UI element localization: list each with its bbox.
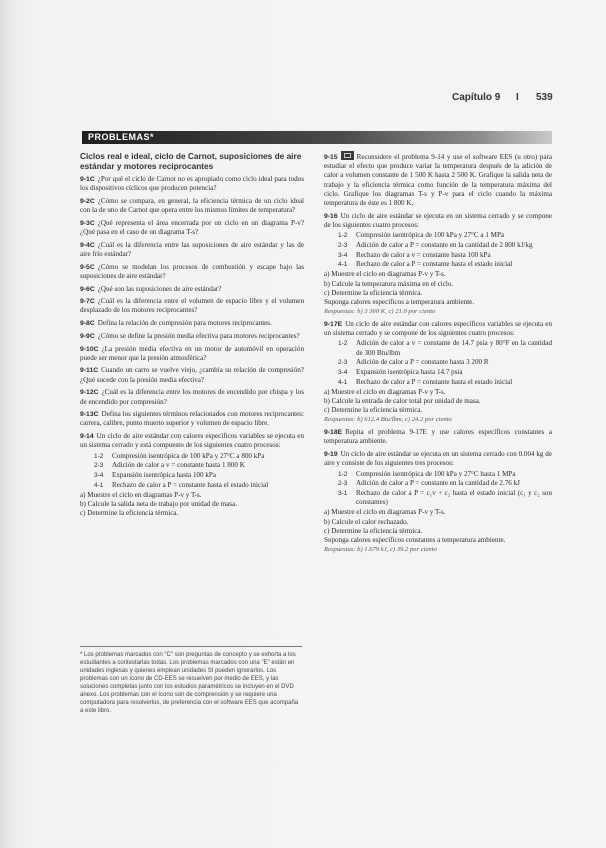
problem-item: [80, 332, 304, 341]
process-step: [94, 452, 304, 461]
answer-text: Respuestas: b) 3 360 K, c) 21.0 por ciento: [324, 308, 436, 316]
answer-text: Respuestas: b) 1.679 kJ, c) 39.2 por ciento: [324, 546, 437, 554]
process-step: [338, 241, 552, 250]
problem-text: Reconsidere el problema 9-14 y use el software EES (u otro) para estudiar el efecto que produce variar la temperatura después de la adición de calor a volumen constante de 1 500 K hasta 2 500 K. Grafique la salida neta de trabajo y la eficiencia térmica como función de la temperatura máxima del ciclo. Grafique los diagramas T-s y P-v para el ciclo cuando la máxima temperatura de éste es 1 800 K.: [324, 153, 552, 208]
step-text: Compresión isentrópica de 100 kPa y 27°C hasta 1 MPa: [356, 469, 516, 478]
step-number: 1-2: [338, 232, 348, 240]
problem-id: 9-10C: [80, 345, 99, 353]
problem-text: Cuando un carro se vuelve viejo, ¿cambia su relación de compresión? ¿Qué sucede con la presión media efectiva?: [80, 366, 304, 384]
step-number: 2-3: [338, 241, 348, 249]
sub-question: b) Calcule la salida neta de trabajo por unidad de masa.: [80, 500, 237, 509]
sub-question: c) Determine la eficiencia térmica.: [80, 509, 179, 518]
process-step: [338, 479, 552, 488]
problem-item: [80, 285, 304, 294]
problem-item: [80, 345, 304, 363]
problem-text: ¿Cómo se modelan los procesos de combustión y escape bajo las suposiciones de aire estándar?: [80, 262, 304, 280]
problem-text: ¿Qué son las suposiciones de aire estándar?: [97, 284, 222, 293]
sub-question: c) Determine la eficiencia térmica.: [324, 406, 423, 415]
problem-item: [80, 297, 304, 315]
problem-text: Un ciclo de aire estándar se ejecuta en un sistema cerrado y se compone de los siguientes cuatro procesos:: [324, 211, 552, 229]
step-number: 2-3: [338, 359, 348, 367]
problem-text: Un ciclo de aire estándar con calores específicos variables se ejecuta en un sistema cerrado y se compone de los siguientes cuatro procesos:: [324, 319, 552, 338]
step-number: 3-4: [338, 368, 348, 376]
step-text: Adición de calor a P = constante en la cantidad de 2 800 kJ/kg: [356, 240, 533, 249]
problem-item: [80, 319, 304, 328]
problem-9-14: [80, 432, 304, 518]
process-step: [338, 470, 552, 479]
problem-item: [80, 175, 304, 193]
right-column: [324, 151, 552, 558]
problem-id: 9-16: [324, 212, 338, 220]
sub-question: a) Muestre el ciclo en diagramas P-v y T-s.: [324, 508, 446, 517]
section-banner: [82, 131, 552, 144]
problem-id: 9-9C: [80, 332, 95, 340]
problem-id: 9-17E: [324, 320, 343, 328]
problem-item: [80, 410, 304, 428]
problem-text: ¿La presión media efectiva en un motor de automóvil en operación puede ser menor que la presión atmosférica?: [80, 344, 304, 362]
sub-question: c) Determine la eficiencia térmica.: [324, 288, 423, 297]
process-step: [338, 378, 552, 387]
problem-id: 9-3C: [80, 219, 95, 227]
step-number: 2-3: [94, 462, 104, 470]
page-number: 539: [536, 92, 553, 103]
problem-9-17e: [324, 320, 552, 425]
section-title: Ciclos real e ideal, ciclo de Carnot, suposiciones de aire estándar y motores reciprocantes: [80, 151, 302, 171]
step-text: Adición de calor a P = constante hasta 3 200 R: [356, 358, 489, 367]
footnote: * Los problemas marcados con "C" son preguntas de concepto y se exhorta a los estudiantes a contestarlas todas. Los problemas marcados con una "E" están en unidades inglesas y quienes emplean unidades SI pueden ignorarlos. Los problemas con un ícono de CD-EES se resuelven por medio de EES, y las soluciones completas junto con los estudios paramétricos se incluyen en el DVD anexo. Los problemas con el ícono son de comprensión y se requiere una computadora para resolverlos, de preferencia con el software EES que acompaña a este libro.: [80, 646, 302, 715]
problem-id: 9-7C: [80, 298, 95, 306]
problem-id: 9-6C: [80, 285, 95, 293]
step-text: Compresión isentrópica de 100 kPa y 27°C a 1 MPa: [356, 231, 505, 240]
sub-question: b) Calcule el calor rechazado.: [324, 517, 409, 526]
step-number: 4-1: [338, 378, 348, 386]
problem-id: 9-1C: [80, 176, 95, 183]
problem-id: 9-4C: [80, 241, 95, 249]
problem-id: 9-13C: [80, 411, 99, 419]
problem-item: [80, 388, 304, 406]
sub-question: a) Muestre el ciclo en diagramas P-v y T-s.: [80, 490, 202, 499]
problem-id: 9-12C: [80, 389, 99, 397]
step-number: 3-4: [338, 251, 348, 259]
problem-9-19: [324, 450, 552, 554]
step-number: 3-4: [94, 471, 104, 479]
step-text: Rechazo de calor a P = constante hasta el estado inicial: [356, 260, 513, 269]
problem-text: ¿Por qué el ciclo de Carnot no es apropiado como ciclo ideal para todos los dispositivos cíclicos que producen potencia?: [80, 175, 304, 193]
step-text: Adición de calor a v = constante de 14.7 psia y 80°F en la cantidad de 300 Btu/lbm: [356, 339, 552, 357]
answer-text: Respuestas: b) 612.4 Btu/lbm, c) 24.2 por ciento: [324, 416, 452, 424]
process-step: [338, 358, 552, 367]
section-banner-label: PROBLEMAS*: [88, 132, 155, 142]
problem-text: ¿Cómo se define la presión media efectiva para motores reciprocantes?: [97, 331, 300, 340]
problem-id: 9-11C: [80, 367, 99, 375]
process-step: [338, 489, 552, 507]
step-text: Expansión isentrópica hasta 100 kPa: [112, 470, 217, 479]
problem-id: 9-19: [324, 451, 338, 459]
process-step: [94, 461, 304, 470]
problem-text: ¿Qué representa el área encerrada por un ciclo en un diagrama P-v? ¿Qué pasa en el caso de un diagrama T-s?: [80, 218, 304, 237]
problem-item: [80, 366, 304, 384]
step-text: Rechazo de calor a P = constante hasta el estado inicial: [356, 377, 513, 386]
sub-question: b) Calcule la temperatura máxima en el ciclo.: [324, 279, 454, 288]
problem-text: Un ciclo de aire estándar con calores específicos variables se ejecuta en un sistema cerrado y está compuesto de los siguientes cuatro procesos:: [80, 432, 304, 450]
problem-text: ¿Cómo se compara, en general, la eficiencia térmica de un ciclo ideal con la de uno de Carnot que opera entre los mismos límites de temperatura?: [80, 196, 304, 215]
problem-9-15: [324, 151, 552, 208]
problem-text: ¿Cuál es la diferencia entre las suposiciones de aire estándar y las de aire frío estándar?: [80, 240, 304, 258]
sub-question: a) Muestre el ciclo en diagramas P-v y T-s.: [324, 270, 446, 279]
left-column: [80, 151, 304, 522]
problem-id: 9-18E: [324, 429, 343, 437]
problem-id: 9-2C: [80, 197, 95, 205]
chapter-label: Capítulo 9: [452, 92, 501, 103]
header-separator: I: [516, 92, 519, 103]
process-steps: [338, 339, 552, 387]
step-number: 4-1: [338, 261, 348, 269]
problem-text: Defina los siguientes términos relacionados con motores reciprocantes: carrera, calibre, punto muerto superior y volumen de espacio libre.: [80, 410, 304, 428]
step-number: 1-2: [94, 452, 104, 460]
sub-question: a) Muestre el ciclo en diagramas P-v y T-s.: [324, 387, 446, 396]
process-step: [338, 368, 552, 377]
step-number: 1-2: [338, 340, 348, 348]
problem-item: [80, 263, 304, 281]
problem-text: Repita el problema 9-17E y use calores específicos constantes a temperatura ambiente.: [324, 428, 552, 446]
step-text: Expansión isentrópica hasta 14.7 psia: [356, 367, 463, 376]
step-number: 3-1: [338, 489, 348, 497]
step-text: Rechazo de calor a P = c₁v + c₂ hasta el estado inicial (c₁ y c₂ son constantes): [356, 488, 552, 507]
step-text: Adición de calor a v = constante hasta 1 800 K: [112, 461, 245, 470]
process-step: [94, 481, 304, 490]
step-text: Adición de calor a P = constante en la cantidad de 2.76 kJ: [356, 479, 520, 488]
problem-id: 9-14: [80, 433, 94, 441]
problem-id: 9-5C: [80, 263, 95, 271]
step-number: 2-3: [338, 480, 348, 488]
problem-item: [80, 241, 304, 259]
problem-9-18e: [324, 428, 552, 446]
problem-text: Un ciclo de aire estándar se ejecuta en un sistema cerrado con 0.004 kg de aire y consiste de los siguientes tres procesos:: [324, 450, 552, 468]
problem-text: ¿Cuál es la diferencia entre los motores de encendido por chispa y los de encendido por compresión?: [80, 388, 304, 406]
step-text: Rechazo de calor a v = constante hasta 100 kPa: [356, 250, 491, 259]
process-step: [338, 231, 552, 240]
problem-text: ¿Cuál es la diferencia entre el volumen de espacio libre y el volumen desplazado de los motores reciprocantes?: [80, 297, 304, 315]
concept-problem-list: [80, 175, 304, 429]
problem-item: [80, 197, 304, 215]
problem-note: Suponga calores específicos a temperatura ambiente.: [324, 298, 475, 307]
problem-id: 9-8C: [80, 320, 95, 328]
process-steps: [94, 452, 304, 490]
step-number: 4-1: [94, 481, 104, 489]
problem-text: Defina la relación de compresión para motores reciprocantes.: [97, 319, 272, 328]
process-steps: [338, 231, 552, 269]
sub-question: c) Determine la eficiencia térmica.: [324, 526, 423, 535]
process-step: [94, 471, 304, 480]
step-text: Compresión isentrópica de 100 kPa y 27°C a 800 kPa: [112, 451, 265, 460]
process-steps: [338, 470, 552, 508]
sub-question: b) Calcule la entrada de calor total por unidad de masa.: [324, 397, 481, 406]
process-step: [338, 339, 552, 357]
problem-note: Suponga calores específicos constantes a temperatura ambiente.: [324, 535, 506, 544]
process-step: [338, 251, 552, 260]
process-step: [338, 260, 552, 269]
problem-9-16: [324, 212, 552, 317]
step-text: Rechazo de calor a P = constante hasta el estado inicial: [112, 480, 269, 489]
problem-id: 9-15: [324, 154, 338, 161]
computer-icon: [341, 151, 354, 160]
step-number: 1-2: [338, 470, 348, 478]
problem-item: [80, 219, 304, 237]
